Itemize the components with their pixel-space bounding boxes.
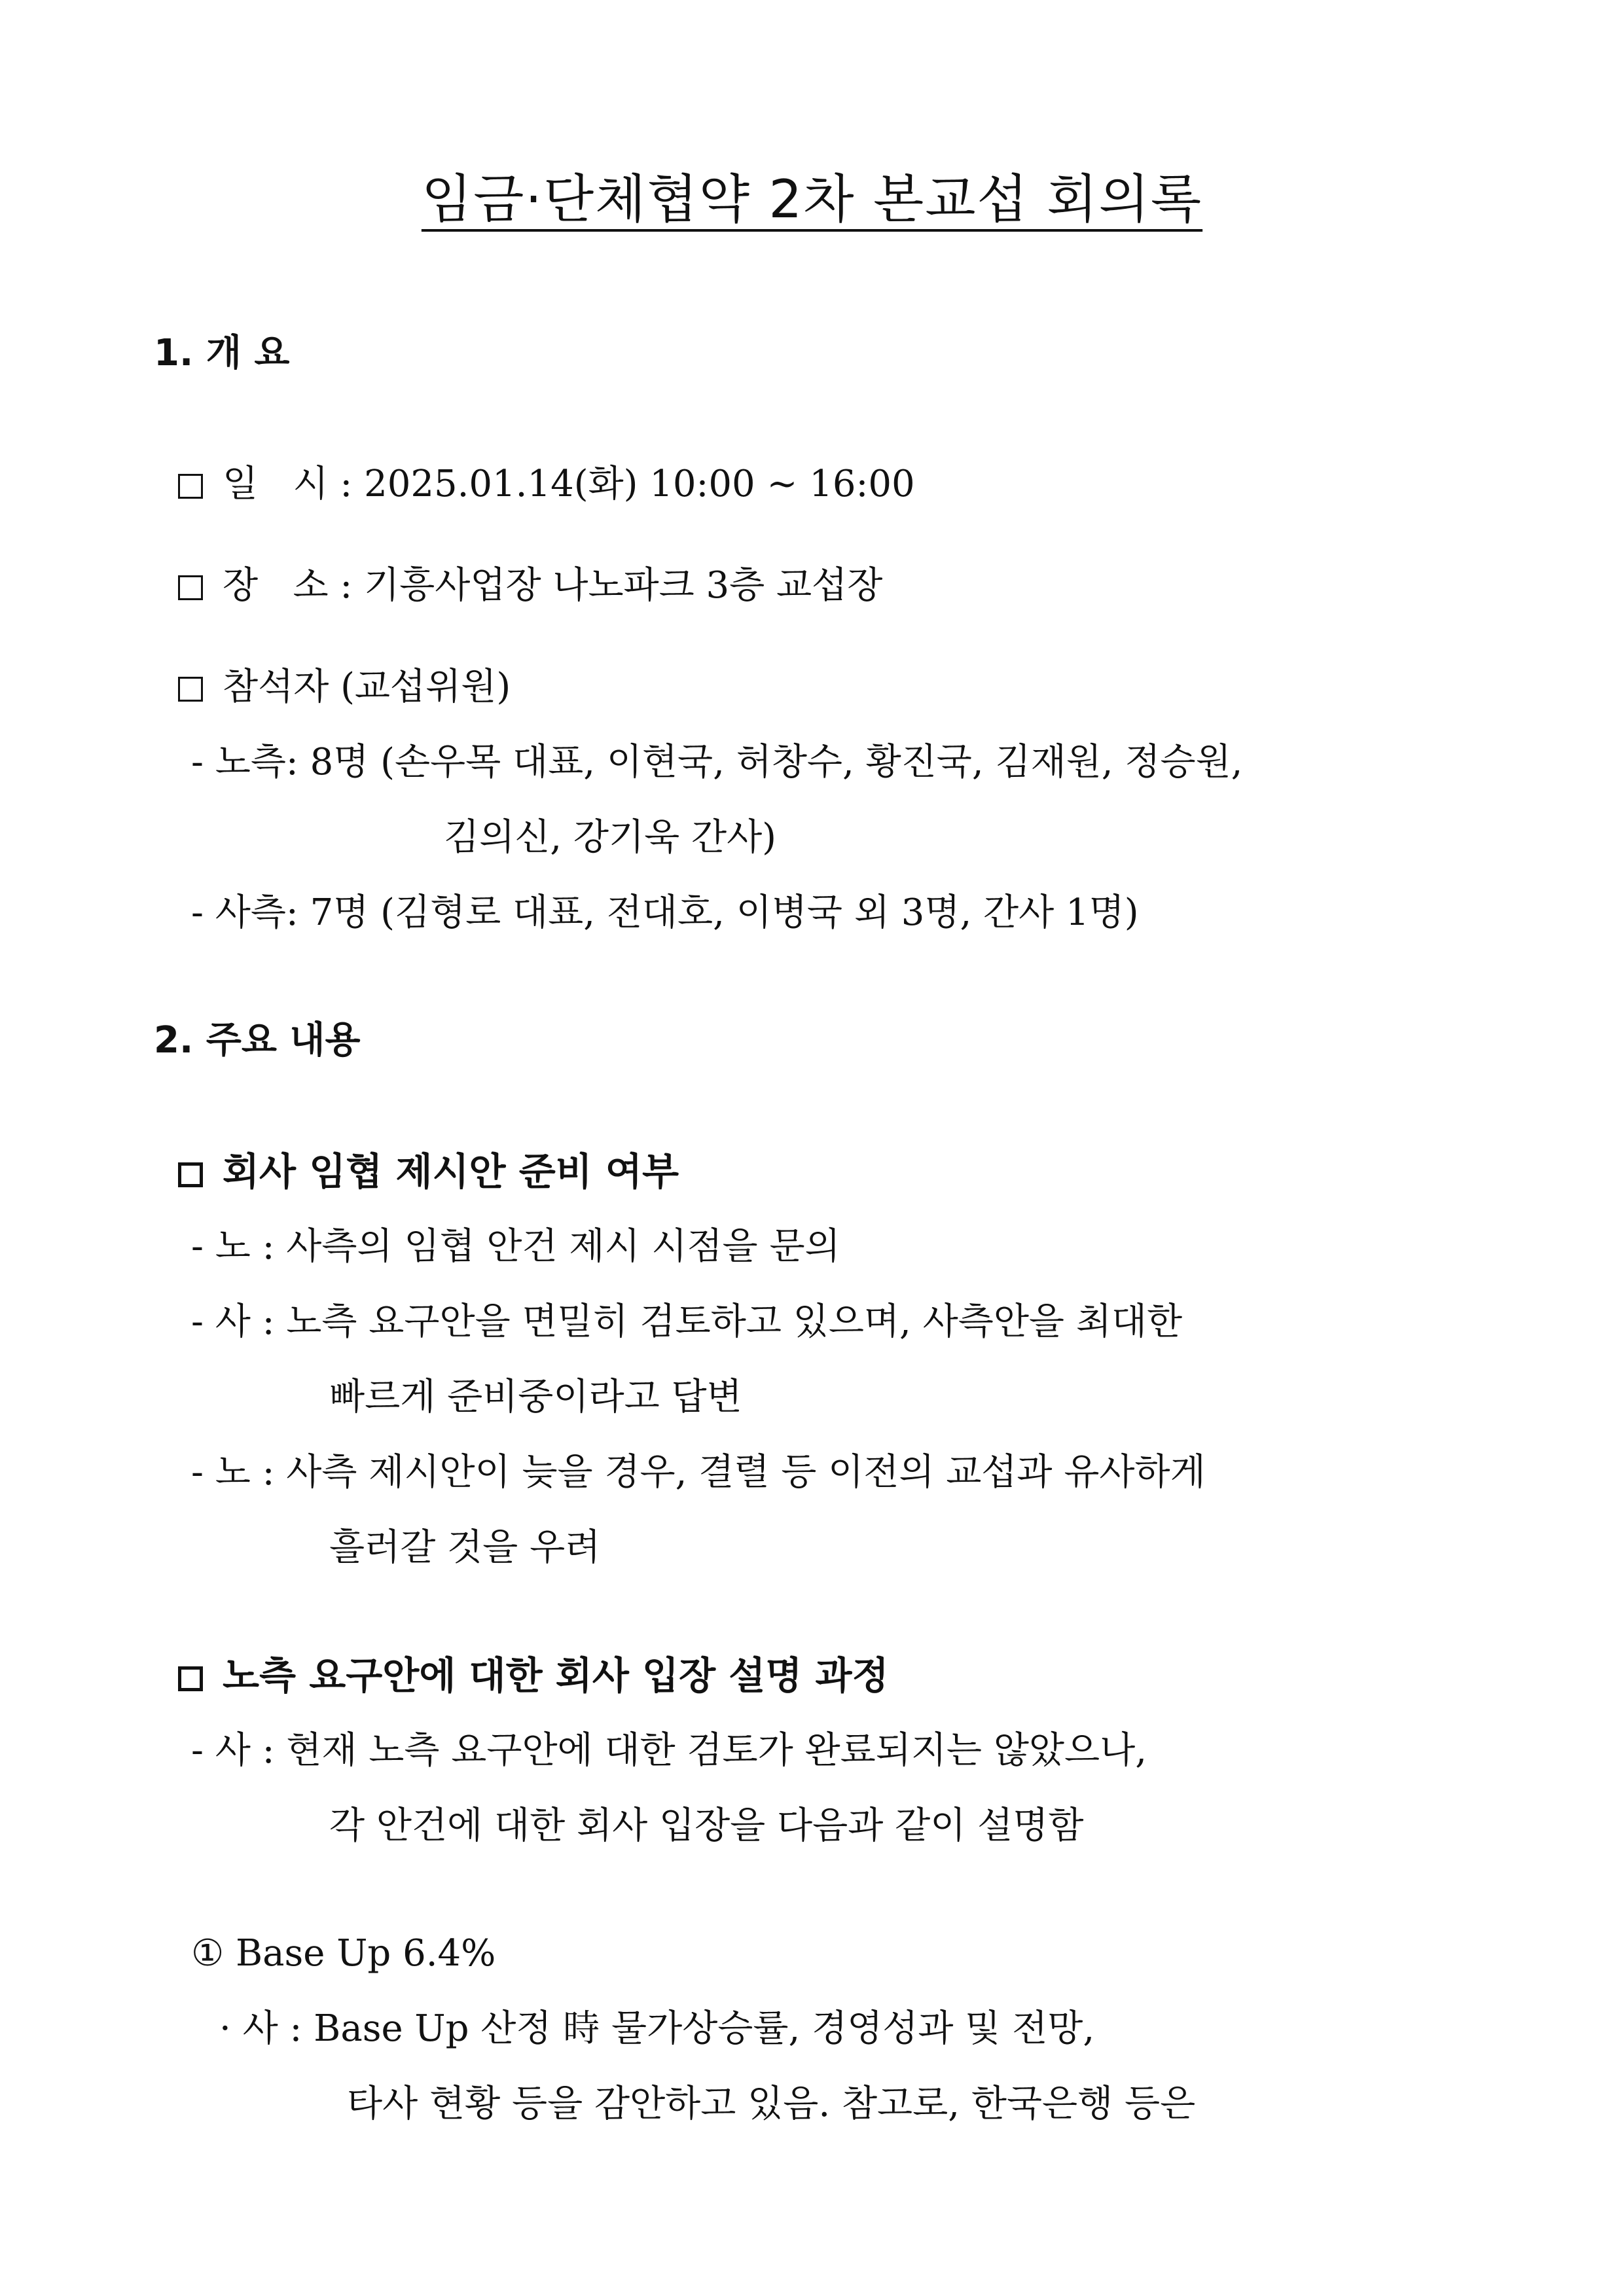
topic-1-line-5: 흘러갈 것을 우려 xyxy=(329,1526,601,1569)
attendees-union-line-1: - 노측: 8명 (손우목 대표, 이현국, 허창수, 황진국, 김재원, 정승원, xyxy=(191,741,1243,783)
overview-date-row xyxy=(178,461,915,507)
document-title xyxy=(0,157,1624,232)
overview-attendees-row xyxy=(178,664,511,710)
topic-2-line-1: - 사 : 현재 노측 요구안에 대한 검토가 완료되지는 않았으나, xyxy=(191,1729,1147,1772)
topic-1-heading: 회사 임협 제시안 준비 여부 xyxy=(223,1149,679,1194)
checkbox-icon xyxy=(178,677,203,702)
overview-place: 장 소 : 기흥사업장 나노파크 3층 교섭장 xyxy=(223,564,883,607)
overview-date: 일 시 : 2025.01.14(화) 10:00 ~ 16:00 xyxy=(223,463,915,505)
checkbox-icon xyxy=(178,575,203,600)
topic-1-line-4: - 노 : 사측 제시안이 늦을 경우, 결렬 등 이전의 교섭과 유사하게 xyxy=(191,1451,1206,1494)
item-1-line-2: 타사 현황 등을 감안하고 있음. 참고로, 한국은행 등은 xyxy=(347,2083,1196,2125)
attendees-union-line-2: 김의신, 강기욱 간사) xyxy=(444,816,777,859)
checkbox-icon xyxy=(178,1162,203,1187)
topic-2-heading-row xyxy=(178,1653,889,1698)
item-1-heading: ① Base Up 6.4% xyxy=(191,1932,496,1975)
item-1-line-1: · 사 : Base Up 산정 時 물가상승률, 경영성과 및 전망, xyxy=(219,2007,1095,2050)
topic-2-line-2: 각 안건에 대한 회사 입장을 다음과 같이 설명함 xyxy=(329,1804,1084,1847)
attendees-company-line: - 사측: 7명 (김형로 대표, 전대호, 이병국 외 3명, 간사 1명) xyxy=(191,891,1139,934)
overview-attendees-heading: 참석자 (교섭위원) xyxy=(223,666,511,708)
topic-1-line-2: - 사 : 노측 요구안을 면밀히 검토하고 있으며, 사측안을 최대한 xyxy=(191,1300,1183,1343)
section-1-heading: 1. 개 요 xyxy=(154,332,290,374)
topic-1-line-3: 빠르게 준비중이라고 답변 xyxy=(329,1376,742,1418)
document-title-text: 임금·단체협약 2차 본교섭 회의록 xyxy=(421,169,1203,230)
section-2-heading: 2. 주요 내용 xyxy=(154,1019,361,1062)
topic-1-line-1: - 노 : 사측의 임협 안건 제시 시점을 문의 xyxy=(191,1225,840,1268)
overview-place-row xyxy=(178,563,882,609)
topic-1-heading-row xyxy=(178,1149,679,1194)
checkbox-icon xyxy=(178,1666,203,1691)
checkbox-icon xyxy=(178,474,203,499)
topic-2-heading: 노측 요구안에 대한 회사 입장 설명 과정 xyxy=(223,1653,889,1698)
